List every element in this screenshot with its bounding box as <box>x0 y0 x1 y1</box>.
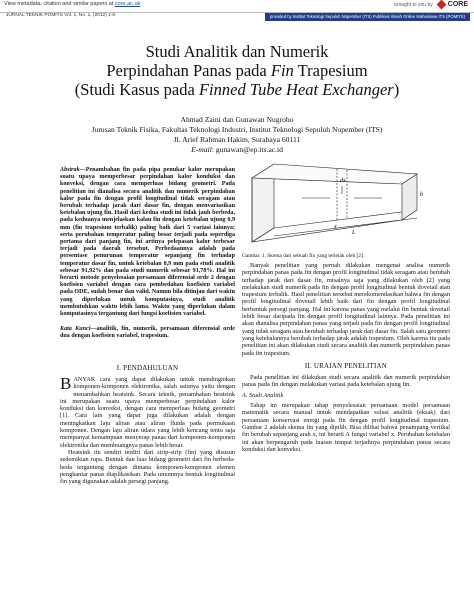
abstract <box>60 167 235 318</box>
author-names: Ahmad Zaini dan Gunawan Nugroho <box>180 115 294 124</box>
core-brand[interactable] <box>394 1 468 8</box>
author-block <box>0 115 474 155</box>
subsection-heading-analytic: A. Studi Analitik <box>242 391 284 399</box>
figure-label-L: L <box>352 230 356 236</box>
keywords-text: —analitik, fin, numerik, persamaan diferensial orde dua dengan koefisien variabel, trapesium. <box>60 326 235 340</box>
right-paragraph-2: Pada penelitian ini dilakukan studi secara analitik dan numerik perpindahan panas pada fin dengan melakukan variasi pada ketebalan ujung fin. <box>242 374 450 389</box>
title-line-2 <box>0 61 474 80</box>
journal-header <box>0 12 474 21</box>
author-address: Jl. Arief Rahman Hakim, Surabaya 60111 <box>173 135 301 144</box>
core-logo-icon <box>436 0 446 9</box>
author-email <box>0 145 474 155</box>
right-paragraph-1: Banyak penelitian yang pernah dilakukan mengenai analisa numerik perpindahan panas pada fin dengan profil longitudinal tidak seragam atau berubah terhadap jarak dari dasar fin, misalnya saja yang dilakukan oleh [2] yang melakukan studi numerik pada fin dengan profil longitudinal bentuk dovetail atau trapesium terbalik. Hasil penelitian tersebut merekomendasikan bahwa fin dengan profil longitudinal dovetail lebih baik dari fin dengan profil longitudinal berbentuk persegi panjang. Hal ini karena panas yang melalui fin bentuk dovetail lebih besar daripada fin dengan profil longitudinal lainnya. Pada penelitian ini akan dianalisa perpindahan panas yang terjadi pada fin dengan profil longitudinal yang tidak seragam atau berubah terhadap jarak dari dasar fin. Salah satu geometri yang ketebalannya berubah terhadap jarak adalah trapesium. Oleh karena itu pada penelitian ini akan dilakukan studi secara analitik dan numerik perpindahan panas pada fin trapesium. <box>242 262 450 357</box>
figure-label-b: b <box>420 192 423 198</box>
email-value[interactable]: : gunawan@ep.its.ac.id <box>211 145 283 154</box>
keywords <box>60 326 235 340</box>
abstract-text: —Penambahan fin pada pipa penukar kalor merupakan suatu upaya memperbesar perpindahan kalor konduksi dan konveksi, dengan cara memperluas bidang geometri. Pada penelitian ini dianalisa secara analitik dan numerik perpindahan kalor pada fin dengan profil longitudinal tidak seragam atau berubah terhadap jarak dari dasar fin, dengan menvariasikan ketebalan ujung fin. Hasil dari kedua studi ini tidak jauh berbeda, pada keduanya menjelaskan kalau fin dengan ketebalan ujung 0,9 mm (fin trapesium terbalik) paling baik dari 5 variasi lainnya; serta perubahan temperatur paling besar terjadi pada seperdiga pertama dari panjang fin, ini artinya pelepasan kalor terbesar terjadi pada daerah tersebut. Perbedaannya adalah pada persentase penurunan temperatur sepanjang fin terhadap temperatur dasar fin, untuk ketebalan 0,9 mm pada studi analitik sebesar 91,92% dan pada studi numerik sebesar 91,78%. Hal ini berarti metode penyelesaian persamaan diferensial orde 2 dengan koefisien variabel dengan cara pembedahan koefisien variabel pada ODE, sudah benar dan valid. Namun bila ditinjau dari waktu yang diperlukan untuk komputasinya, studi analitik membutuhkan waktu lebih lama. Waktu yang diperlukan dalam komputasinya tergantung dari fungsi koefisien variabel. <box>60 167 235 318</box>
provider-badge[interactable]: provided by Institut Teknologi Sepuluh Nopember (ITS) Publikasi Ilmiah Online Mahasiswa ITS (POMITS) <box>265 13 470 21</box>
paper-title <box>0 42 474 99</box>
journal-name: JURNAL TEKNIK POMITS Vol. 1, No. 1, (2012) 1-6 <box>6 13 116 18</box>
section-heading-method: II. URAIAN PENELITIAN <box>304 361 388 370</box>
section-heading-intro: I. PENDAHULUAN <box>116 364 179 372</box>
right-paragraph-3: Tahap ini merupakan tahap penyelesaian persamaan model persamaan matematik secara manual untuk mendapatkan solusi analitik (eksak) dari persamaan konservasi energi pada fin dengan profil longitudinal trapesium. Gambar 2 adalah skema fin yang dipilih. Bisa dilihat bahwa penampang vertikal fin berubah sepanjang arah x, ini berarti A fungsi variabel x. Perubahan ketebalan ini akan berpengaruh pada luasan tempat terjadinya perpindahan panas secara konduksi dan konveksi. <box>242 402 450 453</box>
title-line-2-italic: Fin <box>270 61 294 80</box>
core-logo-text: CORE <box>447 1 468 8</box>
figure-label-x: x <box>334 224 337 230</box>
email-label: E-mail <box>191 145 212 154</box>
core-metadata-text <box>4 1 140 7</box>
title-line-3 <box>0 80 474 99</box>
figure-label-dx: dx <box>340 178 346 184</box>
core-view-text: View metadata, citation and similar papers at <box>4 1 114 7</box>
dropcap-letter: B <box>60 374 72 393</box>
title-line-3-post: ) <box>393 80 400 99</box>
title-line-2-pre: Perpindahan Panas pada <box>106 61 271 80</box>
abstract-label: Abstrak <box>60 167 80 173</box>
title-line-3-pre: (Studi Kasus pada <box>74 80 199 99</box>
keywords-label: Kata Kunci <box>60 326 91 332</box>
title-line-3-italic: Finned Tube Heat Exchanger <box>198 80 394 99</box>
title-line-2-post: Trapesium <box>293 61 368 80</box>
intro-body <box>60 376 235 485</box>
figure-caption: Gambar. 1. Skema dari sebuah fin yang terletak oleh [2]. <box>242 253 365 259</box>
core-banner <box>0 0 474 12</box>
intro-paragraph-1: ANYAK cara yang dapat dilakukan untuk mendinginkan komponen-komponen elektronika, salah satunya yaitu dengan menambahkan heatsink. Secara teknik, penambahan heatsink ini merupakan suatu upaya memperbesar perpindahan kalor konduksi dan konveksi, dengan cara memperluas bidang geometri [1]. Cara lain yang dapat juga dilakukan adalah dengan meningkatkan laju aliran atau aliran fluida pada permukaan komponen. Dengan laju aliran udara yang lebih kencang tentu saja mempunyai kemampuan menyerap panas dari komponen-komponen elektronika dan membuangnya panas lebih besar. <box>60 376 235 449</box>
fin-schematic-figure <box>242 158 450 246</box>
core-brought-text: brought to you by <box>394 1 433 8</box>
intro-paragraph-2: Heatsink itu sendiri terdiri dari sirip-sirip (fin) yang disusun sedemikian rupa. Bentuk dan luas bidang geometri dari fin berbeda-beda tergantung dengan dimana komponen-komponen elemen penghantar panas diaplikasikan. Pada umumnya bentuk longitudinal fin yang digunakan adalah persegi panjang. <box>60 448 235 486</box>
author-affiliation: Jurusan Teknik Fisika, Fakultas Teknologi Industri, Institut Teknologi Sepuluh Nopember (ITS) <box>91 125 383 134</box>
right-column-body <box>242 262 450 453</box>
title-line-1: Studi Analitik dan Numerik <box>145 42 329 61</box>
core-link[interactable]: core.ac.uk <box>114 1 141 7</box>
